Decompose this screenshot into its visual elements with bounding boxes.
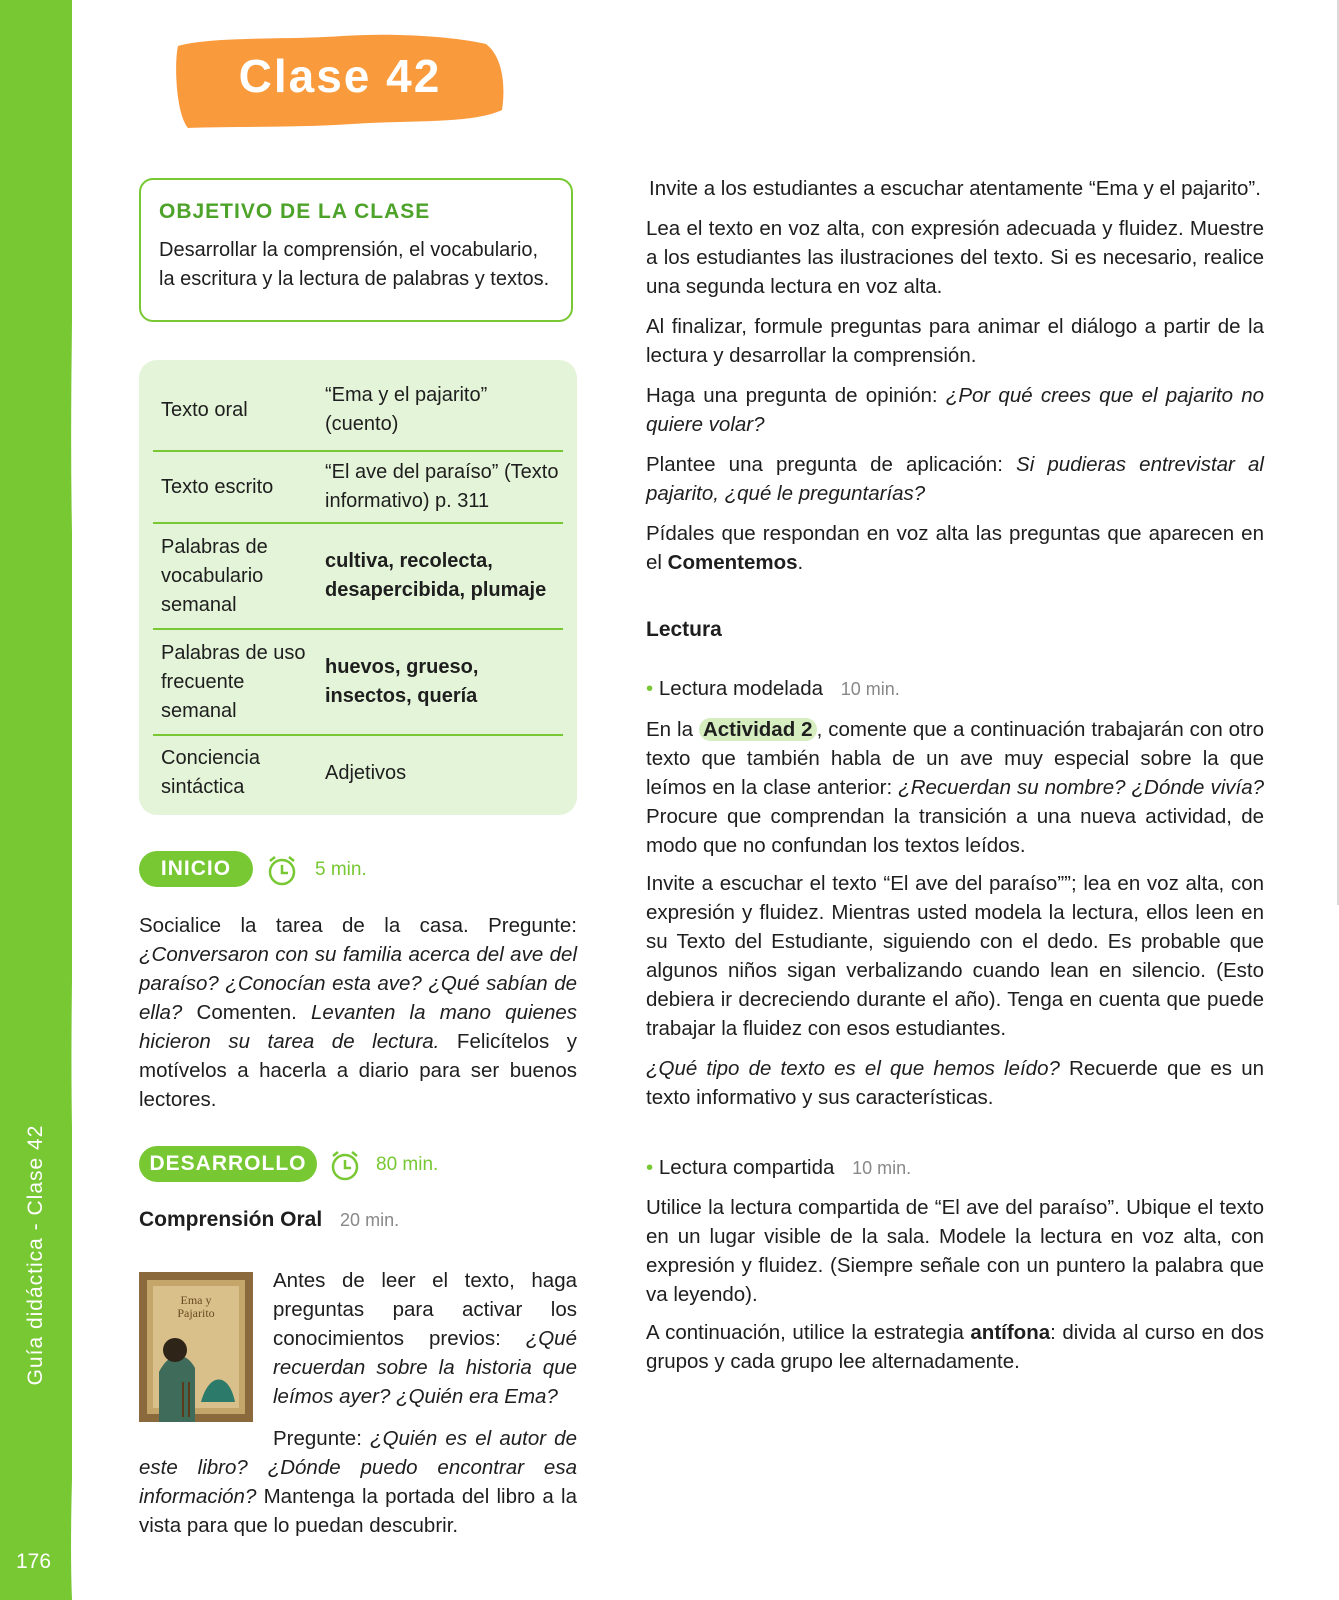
- objective-heading: OBJETIVO DE LA CLASE: [159, 200, 431, 223]
- sidebar-label: Guía didáctica - Clase 42: [24, 1124, 47, 1386]
- subheading-text: Lectura compartida: [658, 1156, 835, 1179]
- row-value: cultiva, recolecta, desapercibida, plumaje: [325, 550, 547, 601]
- text-run: Plantee una pregunta de aplicación:: [646, 453, 1017, 476]
- text-run: Felicítelos y motívelos a hacerla a diario para ser buenos lectores.: [139, 1030, 577, 1111]
- row-value: “Ema y el pajarito” (cuento): [325, 384, 488, 435]
- italic-question: ¿Qué tipo de texto es el que hemos leído?: [646, 1057, 1060, 1080]
- inicio-badge: INICIO: [139, 851, 253, 887]
- row-label: Conciencia sintáctica: [161, 747, 260, 798]
- compartida-subheading: [646, 1153, 1264, 1183]
- text-run: Pregunte:: [273, 1427, 371, 1450]
- italic-question: ¿Qué recuerdan sobre la historia que leímos ayer? ¿Quién era Ema?: [273, 1327, 577, 1408]
- right-paragraph-4: [646, 381, 1264, 439]
- cover-title: Ema y Pajarito: [177, 1293, 215, 1320]
- book-cover-image: [139, 1272, 253, 1422]
- right-paragraph-3: Al finalizar, formule preguntas para animar el diálogo a partir de la lectura y desarrollar la comprensión.: [646, 315, 1264, 367]
- desarrollo-badge: DESARROLLO: [139, 1146, 317, 1182]
- row-label: Palabras de uso frecuente semanal: [161, 641, 306, 722]
- right-paragraph-7: [646, 715, 1264, 860]
- right-paragraph-2: Lea el texto en voz alta, con expresión adecuada y fluidez. Muestre a los estudiantes las ilustraciones del texto. Si es necesario, realice una segunda lectura en voz alta.: [646, 217, 1264, 298]
- subheading-time: 10 min.: [852, 1158, 912, 1178]
- text-run: A continuación, utilice la estrategia: [646, 1321, 971, 1344]
- desarrollo-time: 80 min.: [376, 1154, 439, 1175]
- bullet-icon: •: [646, 1156, 654, 1179]
- italic-question: ¿Conversaron con su familia acerca del ave del paraíso? ¿Conocían esta ave? ¿Qué sabían de ella?: [139, 943, 577, 1024]
- inicio-time: 5 min.: [315, 859, 367, 880]
- text-run: Procure que comprendan la transición a una nueva actividad, de modo que no confundan los textos leídos.: [646, 805, 1264, 857]
- bullet-icon: •: [646, 677, 654, 700]
- page-number: 176: [16, 1550, 52, 1573]
- italic-question: ¿Por qué crees que el pajarito no quiere volar?: [646, 384, 1264, 436]
- row-label: Palabras de vocabulario semanal: [161, 535, 268, 616]
- row-value: Adjetivos: [325, 761, 407, 784]
- table-row: [153, 736, 563, 810]
- page-title: Clase 42: [238, 50, 442, 102]
- right-paragraph-8: Invite a escuchar el texto “El ave del paraíso””; lea en voz alta, con expresión y fluidez. Mientras usted modela la lectura, ellos leen en su Texto del Estudiante, siguiendo con el dedo. Es probable que algunos niños sigan verbalizando cuando lean en silencio. (Esto debiera ir decreciendo durante el año). Tenga en cuenta que puede trabajar la fluidez con esos estudiantes.: [646, 872, 1264, 1040]
- oral-paragraph-2: [139, 1424, 577, 1540]
- oral-paragraph-1: [273, 1266, 577, 1411]
- oral-heading: [139, 1208, 399, 1232]
- right-paragraph-5: [646, 450, 1264, 508]
- text-run: Pídales que respondan en voz alta las preguntas que aparecen en el: [646, 522, 1264, 574]
- right-paragraph-11: [646, 1318, 1264, 1376]
- text-run: : divida al curso en dos grupos y cada grupo lee alternadamente.: [646, 1321, 1264, 1373]
- italic-question: Si pudieras entrevistar al pajarito, ¿qué le preguntarías?: [646, 453, 1264, 505]
- row-value: huevos, grueso, insectos, quería: [325, 656, 479, 707]
- bold-term: antífona: [970, 1321, 1051, 1344]
- text-run: Recuerde que es un texto informativo y sus características.: [646, 1057, 1264, 1109]
- subheading-text: Lectura modelada: [658, 677, 824, 700]
- heading-text: Comprensión Oral: [139, 1208, 323, 1231]
- text-run: En la: [646, 718, 699, 741]
- bold-term: Comentemos: [667, 551, 798, 574]
- text-run: Mantenga la portada del libro a la vista para que lo puedan descubrir.: [139, 1485, 577, 1537]
- lectura-heading: Lectura: [646, 618, 722, 641]
- text-run: Socialice la tarea de la casa. Pregunte:: [139, 914, 577, 937]
- text-run: .: [797, 551, 804, 574]
- right-paragraph-9: [646, 1054, 1264, 1112]
- italic-question: Levanten la mano quienes hicieron su tarea de lectura.: [139, 1001, 577, 1053]
- text-run: , comente que a continuación trabajarán con otro texto que también habla de un ave muy especial sobre la que leímos en la clase anterior:: [646, 718, 1265, 799]
- table-row: [153, 630, 563, 736]
- modelada-subheading: [646, 674, 1264, 704]
- row-value: “El ave del paraíso” (Texto informativo) p. 311: [325, 461, 559, 512]
- objective-box: [139, 178, 573, 322]
- right-paragraph-6: [646, 519, 1264, 577]
- subheading-time: 10 min.: [840, 679, 900, 699]
- row-label: Texto escrito: [161, 475, 274, 498]
- table-row: [153, 524, 563, 630]
- italic-question: ¿Quién es el autor de este libro? ¿Dónde puedo encontrar esa información?: [139, 1427, 577, 1508]
- row-label: Texto oral: [161, 398, 248, 421]
- activity-highlight: Actividad 2: [699, 718, 817, 741]
- text-run: Comenten.: [182, 1001, 311, 1024]
- title-banner: [172, 24, 508, 134]
- objective-text: Desarrollar la comprensión, el vocabulario, la escritura y la lectura de palabras y textos.: [159, 239, 550, 290]
- alarm-clock-icon: [265, 853, 299, 887]
- text-run: Haga una pregunta de opinión:: [646, 384, 946, 407]
- right-paragraph-10: Utilice la lectura compartida de “El ave del paraíso”. Ubique el texto en un lugar visible de la sala. Modele la lectura en voz alta, con expresión y fluidez. (Siempre señale con un puntero la palabra que va leyendo).: [646, 1196, 1264, 1306]
- oral-time: 20 min.: [340, 1210, 400, 1230]
- table-row: [153, 370, 563, 452]
- right-paragraph-1: Invite a los estudiantes a escuchar atentamente “Ema y el pajarito”.: [649, 177, 1261, 200]
- text-run: Antes de leer el texto, haga preguntas para activar los conocimientos previos:: [273, 1269, 577, 1350]
- table-row: [153, 452, 563, 524]
- inicio-paragraph: [139, 911, 577, 1114]
- italic-question: ¿Recuerdan su nombre? ¿Dónde vivía?: [898, 776, 1264, 799]
- alarm-clock-icon: [328, 1148, 362, 1182]
- class-info-table: [139, 360, 577, 815]
